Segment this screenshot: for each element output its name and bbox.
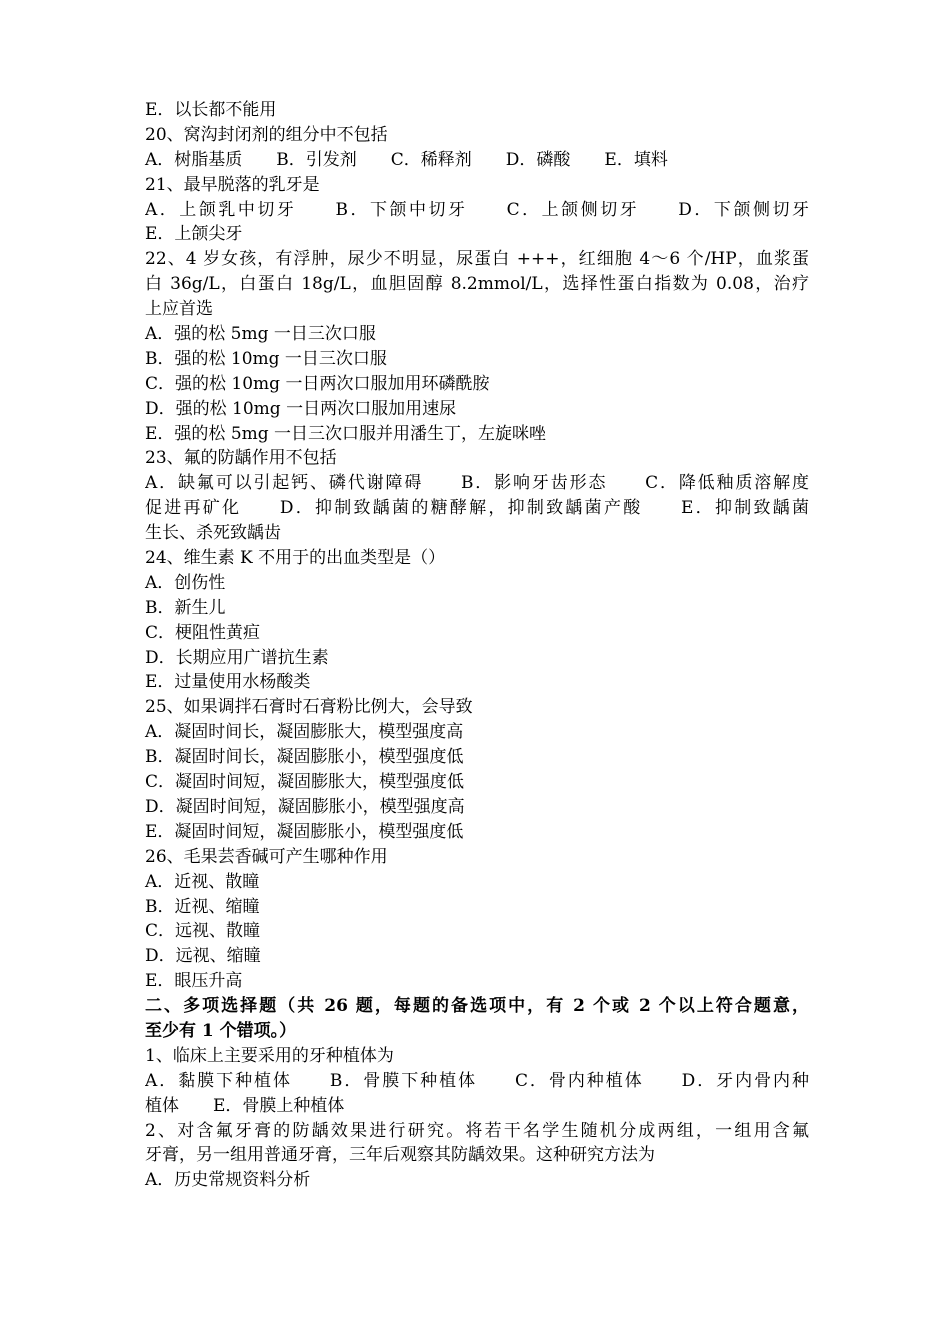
question-line: 白 36g/L，白蛋白 18g/L，血胆固醇 8.2mmol/L，选择性蛋白指数为 0.08，治疗 [145,274,809,295]
option-line: B．强的松 10mg 一日三次口服 [145,348,387,369]
option-line: A．近视、散瞳 [145,871,260,892]
option-line: 生长、杀死致龋齿 [145,523,281,544]
option-line: A．黏膜下种植体 B．骨膜下种植体 C．骨内种植体 D．牙内骨内种 [145,1070,809,1091]
question-line: 牙膏，另一组用普通牙膏，三年后观察其防龋效果。这种研究方法为 [145,1145,655,1166]
option-line: E．以长都不能用 [145,100,277,120]
option-line: B．凝固时间长，凝固膨胀小，模型强度低 [145,747,464,768]
question-line: 1、临床上主要采用的牙种植体为 [145,1045,394,1066]
option-line: C．凝固时间短，凝固膨胀大，模型强度低 [145,772,465,793]
option-line: A．历史常规资料分析 [145,1170,311,1191]
section-heading: 二、多项选择题（共 26 题，每题的备选项中，有 2 个或 2 个以上符合题意， [145,996,809,1017]
question-line: 2、对含氟牙膏的防龋效果进行研究。将若干名学生随机分成两组，一组用含氟 [145,1120,809,1141]
option-line: C．远视、散瞳 [145,921,261,942]
question-line: 26、毛果芸香碱可产生哪种作用 [145,846,388,867]
option-line: E．强的松 5mg 一日三次口服并用潘生丁，左旋咪唑 [145,423,547,444]
question-line: 21、最早脱落的乳牙是 [145,174,320,195]
question-line: 25、如果调拌石膏时石膏粉比例大，会导致 [145,697,473,718]
option-line: D．长期应用广谱抗生素 [145,647,329,668]
option-line: E．凝固时间短，凝固膨胀小，模型强度低 [145,821,464,842]
question-line: 20、窝沟封闭剂的组分中不包括 [145,124,388,145]
option-line: C．梗阻性黄疸 [145,622,261,643]
option-line: D．远视、缩瞳 [145,946,261,967]
option-line: A．缺氟可以引起钙、磷代谢障碍 B．影响牙齿形态 C．降低釉质溶解度 [145,473,809,494]
option-line: B．近视、缩瞳 [145,896,260,917]
option-line: E．过量使用水杨酸类 [145,672,311,693]
option-line: 植体 E．骨膜上种植体 [145,1095,345,1116]
section-heading: 至少有 1 个错项。） [145,1020,297,1041]
option-line: 促进再矿化 D．抑制致龋菌的糖酵解，抑制致龋菌产酸 E．抑制致龋菌 [145,498,809,519]
question-line: 22、4 岁女孩，有浮肿，尿少不明显，尿蛋白 +++，红细胞 4～6 个/HP，血浆蛋 [145,249,809,270]
option-line: E．上颌尖牙 [145,224,243,245]
option-line: D．强的松 10mg 一日两次口服加用速尿 [145,398,457,419]
option-line: B．新生儿 [145,597,226,618]
option-line: C．强的松 10mg 一日两次口服加用环磷酰胺 [145,373,490,394]
option-line: A．创伤性 [145,572,226,593]
option-line: D．凝固时间短，凝固膨胀小，模型强度高 [145,796,465,817]
question-line: 上应首选 [145,299,213,320]
option-line: A．树脂基质 B．引发剂 C．稀释剂 D．磷酸 E．填料 [145,149,668,170]
option-line: E．眼压升高 [145,971,243,992]
document-body [145,98,809,1193]
question-line: 24、维生素 K 不用于的出血类型是（） [145,548,446,569]
option-line: A．强的松 5mg 一日三次口服 [145,324,376,345]
option-line: A．上颌乳中切牙 B．下颌中切牙 C．上颌侧切牙 D．下颌侧切牙 [145,199,809,220]
question-line: 23、氟的防龋作用不包括 [145,448,337,469]
option-line: A．凝固时间长，凝固膨胀大，模型强度高 [145,722,464,743]
